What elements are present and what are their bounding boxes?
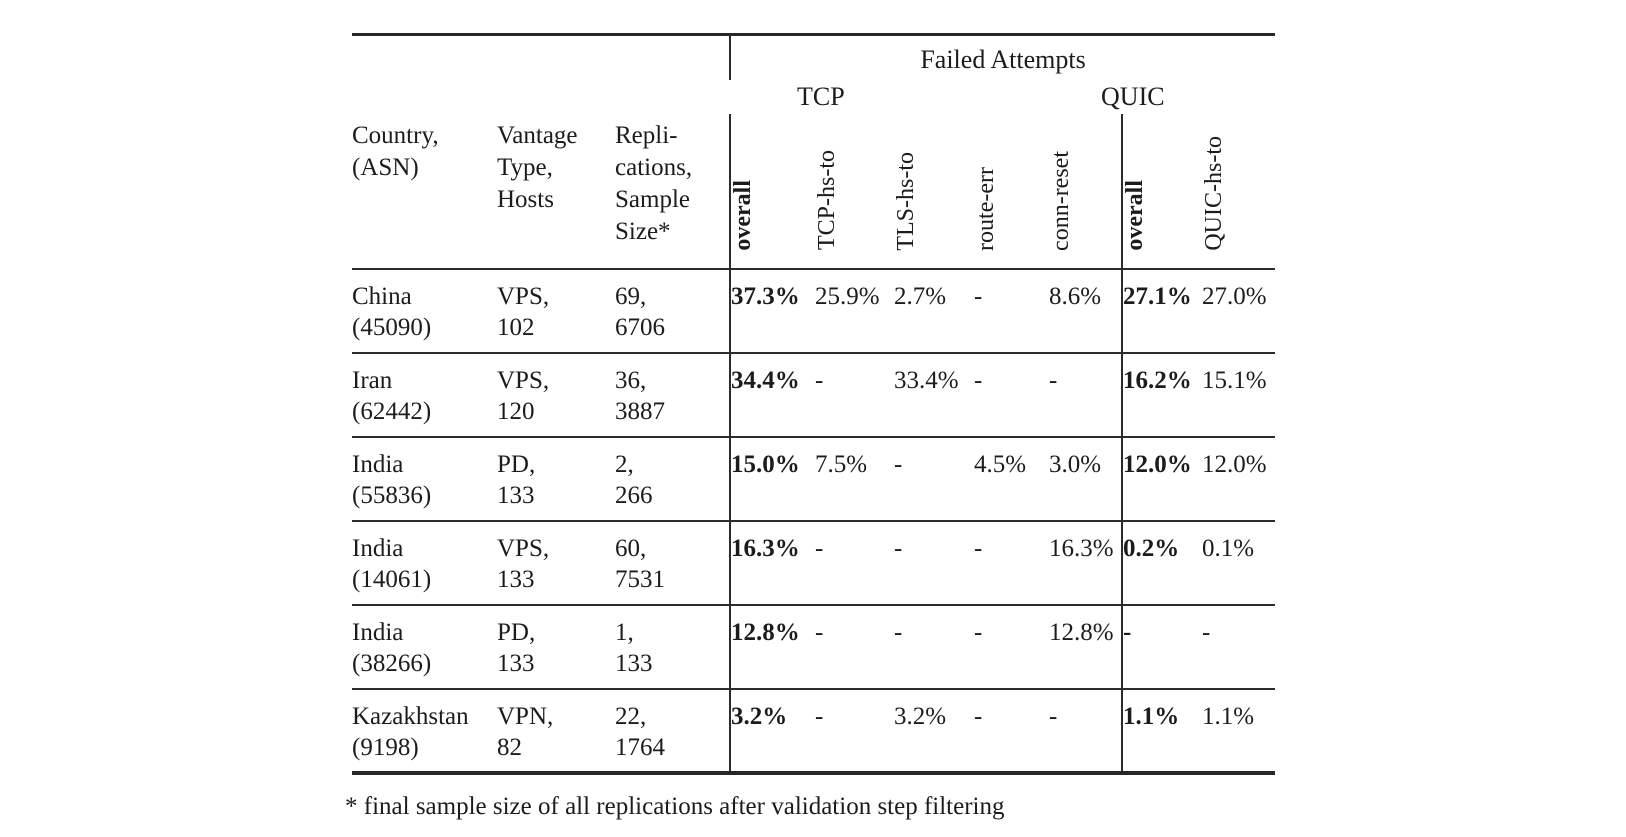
cell-country: China (45090): [352, 269, 497, 353]
cell-tcp-hs-to: -: [815, 353, 894, 437]
group-header-quic: QUIC: [1101, 81, 1165, 111]
cell-replications: 1, 133: [615, 605, 730, 689]
cell-replications: 36, 3887: [615, 353, 730, 437]
col-header-vantage: Vantage Type, Hosts: [497, 114, 615, 269]
table-row-india-38266: [352, 605, 1275, 689]
group-header-failed-attempts: Failed Attempts: [730, 35, 1275, 80]
cell-tcp-overall: 34.4%: [730, 353, 815, 437]
col-header-quic-hs-to: QUIC-hs-to: [1202, 114, 1275, 269]
cell-tls-hs-to: 33.4%: [894, 353, 974, 437]
cell-tcp-overall: 3.2%: [730, 689, 815, 773]
col-header-country: Country, (ASN): [352, 114, 497, 269]
cell-route-err: -: [974, 353, 1049, 437]
col-header-tcp-overall: overall: [730, 114, 815, 269]
cell-vantage: PD, 133: [497, 605, 615, 689]
cell-country: India (38266): [352, 605, 497, 689]
cell-conn-reset: 8.6%: [1049, 269, 1122, 353]
cell-replications: 2, 266: [615, 437, 730, 521]
cell-vantage: PD, 133: [497, 437, 615, 521]
table-row-kazakhstan-9198: [352, 689, 1275, 773]
cell-vantage: VPS, 120: [497, 353, 615, 437]
cell-conn-reset: 3.0%: [1049, 437, 1122, 521]
col-header-route-err: route-err: [974, 114, 1049, 269]
cell-vantage: VPN, 82: [497, 702, 554, 761]
cell-conn-reset: -: [1049, 702, 1058, 730]
cell-country: India (55836): [352, 437, 497, 521]
col-header-quic-overall: overall: [1122, 114, 1202, 269]
cell-conn-reset: 16.3%: [1049, 521, 1122, 605]
table-row-iran-62442: [352, 353, 1275, 437]
col-header-tls-hs-to: TLS-hs-to: [894, 114, 974, 269]
cell-quic-hs-to: 27.0%: [1202, 269, 1275, 353]
table-row-china-45090: [352, 269, 1275, 353]
cell-tls-hs-to: -: [894, 605, 974, 689]
cell-country: India (14061): [352, 521, 497, 605]
cell-vantage: VPS, 102: [497, 269, 615, 353]
cell-tls-hs-to: -: [894, 521, 974, 605]
cell-replications: 69, 6706: [615, 269, 730, 353]
cell-conn-reset: -: [1049, 353, 1122, 437]
cell-replications: 60, 7531: [615, 521, 730, 605]
column-header-row: [352, 114, 1275, 269]
cell-quic-overall: 12.0%: [1122, 437, 1202, 521]
table-row-india-14061: [352, 521, 1275, 605]
cell-route-err: -: [974, 605, 1049, 689]
cell-quic-overall: 0.2%: [1122, 521, 1202, 605]
cell-tls-hs-to: 2.7%: [894, 269, 974, 353]
col-header-tcp-hs-to: TCP-hs-to: [815, 114, 894, 269]
table-row-india-55836: [352, 437, 1275, 521]
cell-tcp-hs-to: -: [815, 605, 894, 689]
cell-tls-hs-to: -: [894, 437, 974, 521]
cell-tcp-hs-to: -: [815, 702, 824, 730]
cell-quic-overall: 27.1%: [1122, 269, 1202, 353]
group-header-row-1: [352, 35, 1275, 80]
cell-quic-hs-to: 0.1%: [1202, 521, 1275, 605]
col-header-conn-reset: conn-reset: [1049, 114, 1122, 269]
cell-country: Kazakhstan (9198): [352, 702, 469, 761]
cell-tcp-hs-to: 7.5%: [815, 437, 894, 521]
cell-tcp-overall: 15.0%: [730, 437, 815, 521]
cell-tcp-hs-to: 25.9%: [815, 269, 894, 353]
cell-vantage: VPS, 133: [497, 521, 615, 605]
cell-tcp-overall: 37.3%: [730, 269, 815, 353]
group-header-row-2: [352, 80, 1275, 114]
header-spacer: [352, 35, 730, 80]
cell-replications: 22, 1764: [615, 702, 665, 761]
cell-tcp-overall: 16.3%: [730, 521, 815, 605]
cell-route-err: -: [974, 702, 983, 730]
col-header-replications: Repli- cations, Sample Size*: [615, 114, 730, 269]
cell-quic-hs-to: 15.1%: [1202, 353, 1275, 437]
cell-route-err: -: [974, 269, 1049, 353]
cell-quic-overall: 1.1%: [1122, 689, 1202, 773]
table-footnote: * final sample size of all replications after validation step filtering: [345, 793, 1005, 820]
failure-rates-table: [352, 33, 1275, 775]
cell-quic-overall: -: [1122, 605, 1202, 689]
cell-route-err: -: [974, 521, 1049, 605]
header-spacer: [352, 80, 730, 114]
cell-route-err: 4.5%: [974, 437, 1049, 521]
cell-tcp-overall: 12.8%: [730, 605, 815, 689]
cell-country: Iran (62442): [352, 353, 497, 437]
cell-conn-reset: 12.8%: [1049, 605, 1122, 689]
cell-quic-overall: 16.2%: [1122, 353, 1202, 437]
cell-quic-hs-to: 1.1%: [1202, 702, 1255, 730]
cell-quic-hs-to: -: [1202, 605, 1275, 689]
cell-tls-hs-to: 3.2%: [894, 702, 947, 730]
group-header-tcp: TCP: [797, 81, 845, 111]
cell-quic-hs-to: 12.0%: [1202, 437, 1275, 521]
cell-tcp-hs-to: -: [815, 521, 894, 605]
